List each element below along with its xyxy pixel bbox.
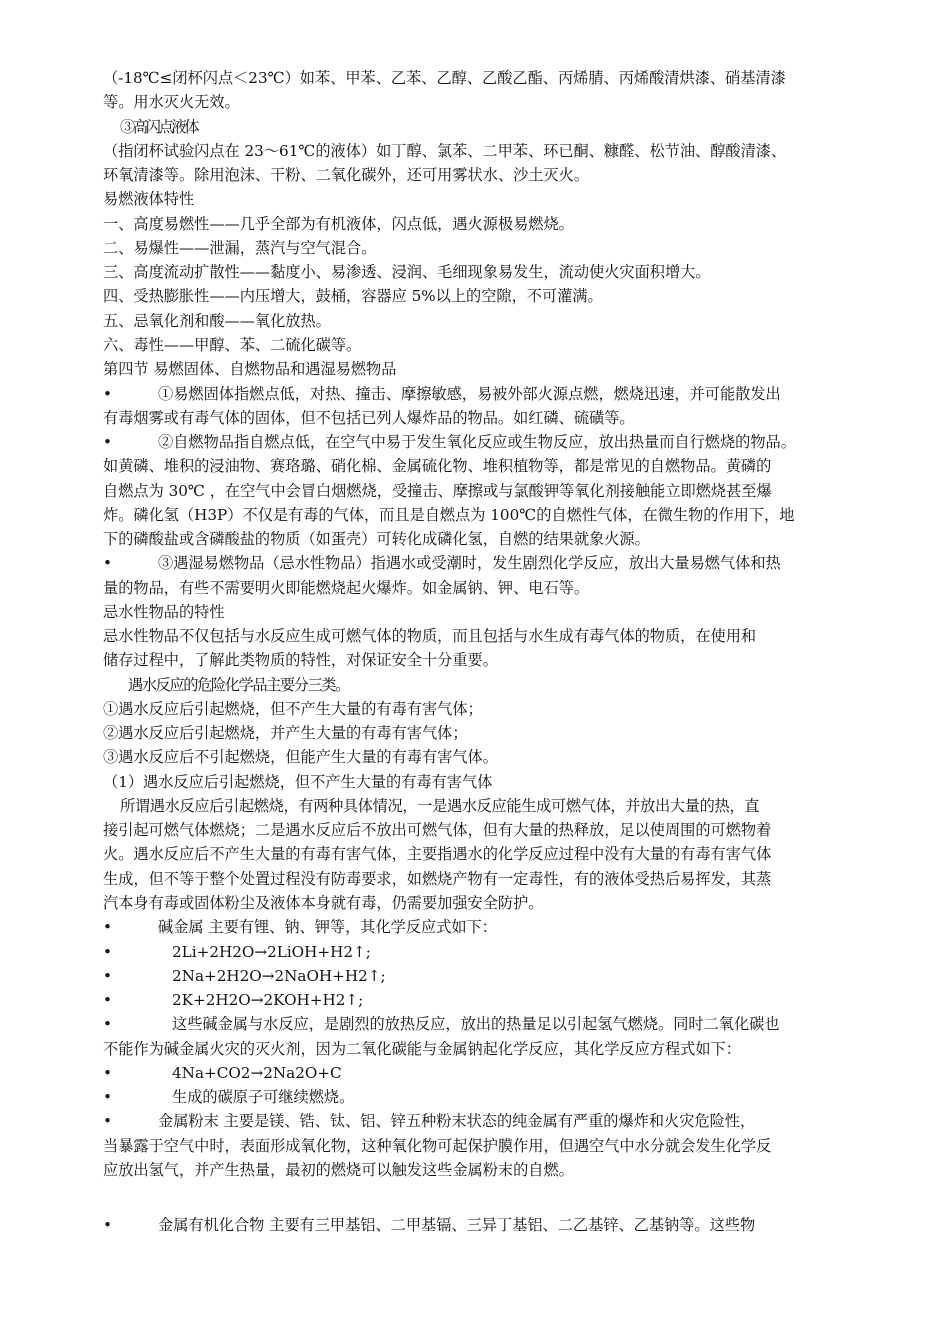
bullet-marker: • xyxy=(103,554,112,572)
text-line: 忌水性物品不仅包括与水反应生成可燃气体的物质，而且包括与水生成有毒气体的物质，在使用和 xyxy=(103,627,757,645)
text-line: 2Na+2H2O→2NaOH+H2↑; xyxy=(172,967,386,985)
text-line: 有毒烟雾或有毒气体的固体，但不包括已列人爆炸品的物品。如红磷、硫磺等。 xyxy=(103,409,635,427)
text-line: 火。遇水反应后不产生大量的有毒有害气体，主要指遇水的化学反应过程中没有大量的有毒有害气体 xyxy=(103,845,772,863)
text-line: 第四节 易燃固体、自燃物品和遇湿易燃物品 xyxy=(103,360,397,378)
text-line: （1）遇水反应后引起燃烧，但不产生大量的有毒有害气体 xyxy=(103,773,493,791)
text-line: 2K+2H2O→2KOH+H2↑; xyxy=(172,991,364,1009)
text-line: 碱金属 主要有锂、钠、钾等，其化学反应式如下： xyxy=(158,918,497,936)
bullet-marker: • xyxy=(103,1064,112,1082)
text-line: 汽本身有毒或固体粉尘及液体本身就有毒，仍需要加强安全防护。 xyxy=(103,894,544,912)
text-line: 生成，但不等于整个处置过程没有防毒要求，如燃烧产物有一定毒性，有的液体受热后易挥发，其蒸 xyxy=(103,870,772,888)
text-line: 应放出氢气，并产生热量，最初的燃烧可以触发这些金属粉末的自燃。 xyxy=(103,1161,574,1179)
bullet-marker: • xyxy=(103,1112,112,1130)
bullet-marker: • xyxy=(103,991,112,1009)
bullet-marker: • xyxy=(103,433,112,451)
text-line: 量的物品，有些不需要明火即能燃烧起火爆炸。如金属钠、钾、电石等。 xyxy=(103,579,589,597)
text-line: 五、忌氧化剂和酸——氧化放热。 xyxy=(103,312,331,330)
bullet-marker: • xyxy=(103,943,112,961)
text-line: 三、高度流动扩散性——黏度小、易渗透、浸润、毛细现象易发生，流动使火灾面积增大。 xyxy=(103,263,711,281)
text-line: 不能作为碱金属火灾的灭火剂，因为二氧化碳能与金属钠起化学反应，其化学反应方程式如下： xyxy=(103,1040,741,1058)
text-line: 二、易爆性——泄漏，蒸汽与空气混合。 xyxy=(103,239,377,257)
text-line: ①遇水反应后引起燃烧，但不产生大量的有毒有害气体； xyxy=(103,700,483,718)
text-line: 生成的碳原子可继续燃烧。 xyxy=(172,1088,355,1106)
text-line: 等。用水灭火无效。 xyxy=(103,93,240,111)
text-line: 如黄磷、堆积的浸油物、赛珞璐、硝化棉、金属硫化物、堆积植物等，都是常见的自燃物品。黄磷的 xyxy=(103,457,772,475)
text-line: 六、毒性——甲醇、苯、二硫化碳等。 xyxy=(103,336,362,354)
bullet-marker: • xyxy=(103,385,112,403)
bullet-marker: • xyxy=(103,967,112,985)
text-line: 这些碱金属与水反应，是剧烈的放热反应，放出的热量足以引起氢气燃烧。同时二氧化碳也 xyxy=(172,1015,780,1033)
text-line: ②自燃物品指自燃点低，在空气中易于发生氧化反应或生物反应，放出热量而自行燃烧的物品。 xyxy=(158,433,796,451)
text-line: 环氧清漆等。除用泡沫、干粉、二氧化碳外，还可用雾状水、沙土灭火。 xyxy=(103,166,589,184)
text-line: ③高闪点液体 xyxy=(120,118,198,136)
text-line: （-18℃≤闭杯闪点＜23℃）如苯、甲苯、乙苯、乙醇、乙酸乙酯、丙烯腈、丙烯酸清烘漆、硝基清漆 xyxy=(103,69,786,87)
text-line: （指闭杯试验闪点在 23～61℃的液体）如丁醇、氯苯、二甲苯、环已酮、糠醛、松节油、醇酸清漆、 xyxy=(103,142,787,160)
bullet-marker: • xyxy=(103,1216,112,1234)
text-line: 4Na+CO2→2Na2O+C xyxy=(172,1064,342,1082)
text-line: 当暴露于空气中时，表面形成氧化物，这种氧化物可起保护膜作用，但遇空气中水分就会发生化学反 xyxy=(103,1137,772,1155)
text-line: 金属有机化合物 主要有三甲基铝、二甲基镉、三异丁基铝、二乙基锌、乙基钠等。这些物 xyxy=(158,1216,756,1234)
bullet-marker: • xyxy=(103,1015,112,1033)
text-line: 储存过程中，了解此类物质的特性，对保证安全十分重要。 xyxy=(103,651,498,669)
text-line: 忌水性物品的特性 xyxy=(103,603,225,621)
text-line: 接引起可燃气体燃烧；二是遇水反应后不放出可燃气体，但有大量的热释放，足以使周围的可燃物着 xyxy=(103,821,772,839)
text-line: ③遇湿易燃物品（忌水性物品）指遇水或受潮时，发生剧烈化学反应，放出大量易燃气体和热 xyxy=(158,554,781,572)
text-line: 所谓遇水反应后引起燃烧，有两种具体情况，一是遇水反应能生成可燃气体，并放出大量的热，直 xyxy=(120,797,760,815)
text-line: 四、受热膨胀性——内压增大，鼓桶，容器应 5%以上的空隙，不可灌满。 xyxy=(103,287,603,305)
text-line: 炸。磷化氢（H3P）不仅是有毒的气体，而且是自燃点为 100℃的自燃性气体，在微生物的作用下，地 xyxy=(103,506,795,524)
bullet-marker: • xyxy=(103,918,112,936)
text-line: 2Li+2H2O→2LiOH+H2↑; xyxy=(172,943,371,961)
text-line: ①易燃固体指燃点低，对热、撞击、摩擦敏感，易被外部火源点燃，燃烧迅速，并可能散发出 xyxy=(158,385,781,403)
text-line: ③遇水反应后不引起燃烧，但能产生大量的有毒有害气体。 xyxy=(103,748,498,766)
bullet-marker: • xyxy=(103,1088,112,1106)
text-line: ②遇水反应后引起燃烧，并产生大量的有毒有害气体； xyxy=(103,724,468,742)
text-line: 遇水反应的危险化学品主要分三类。 xyxy=(128,676,349,694)
text-line: 下的磷酸盐或含磷酸盐的物质（如蛋壳）可转化成磷化氢，自燃的结果就象火源。 xyxy=(103,530,650,548)
text-line: 金属粉末 主要是镁、锆、钛、铝、锌五种粉末状态的纯金属有严重的爆炸和火灾危险性， xyxy=(158,1112,756,1130)
text-line: 易燃液体特性 xyxy=(103,190,195,208)
text-line: 自燃点为 30℃ ，在空气中会冒白烟燃烧，受撞击、摩擦或与氯酸钾等氧化剂接触能立即燃烧甚至爆 xyxy=(103,482,772,500)
text-line: 一、高度易燃性——几乎全部为有机液体，闪点低，遇火源极易燃烧。 xyxy=(103,215,574,233)
